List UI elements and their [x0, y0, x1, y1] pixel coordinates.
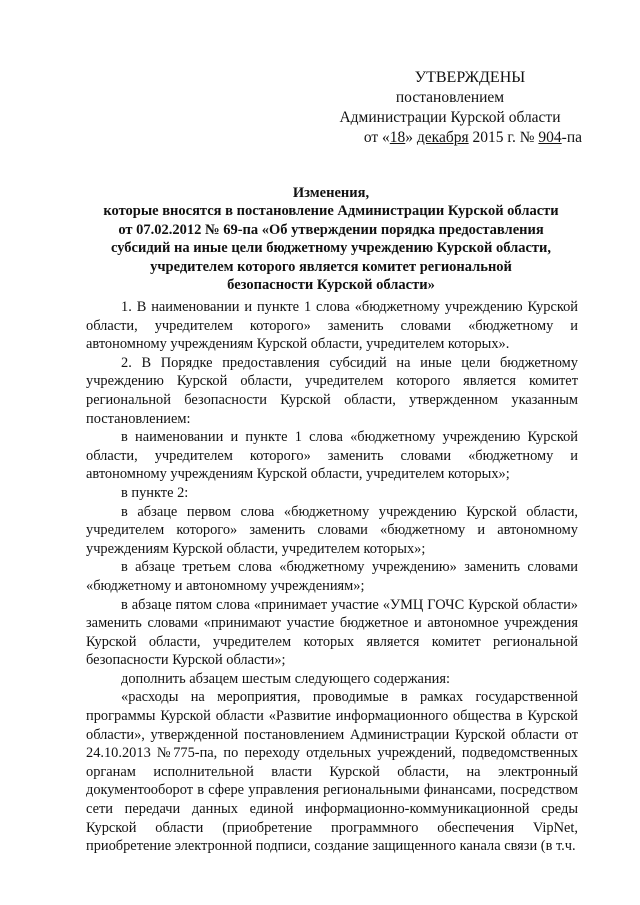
decree-number: 904	[538, 129, 562, 146]
by-decree-text: постановлением	[395, 89, 505, 106]
paragraph: «расходы на мероприятия, проводимые в рамках государственной программы Курской области «Развитие информационного общества в Курской области», утвержденной постановлением Администрации Курской области от 24.10.2013 №775-па, по переходу отдельных учреждений, подведомственных органам исполнительной власти Курской области, на электронный документооборот в сфере управления региональными финансами, посредством сети передачи данных единой информационно-коммуникационной среды Курской области (приобретение программного обеспечения VipNet, приобретение электронной подписи, создание защищенного канала связи (в т.ч.	[86, 689, 578, 855]
paragraph: в наименовании и пункте 1 слова «бюджетному учреждению Курской области, учредителем которого» заменить словами «бюджетному и автономному учреждениям Курской области, учредителем которых»;	[86, 429, 578, 483]
approved-heading: УТВЕРЖДЕНЫ	[414, 69, 526, 86]
title-line: учредителем которого является комитет региональной	[150, 258, 512, 275]
document-body	[86, 298, 578, 856]
paragraph: в абзаце первом слова «бюджетному учреждению Курской области, учредителем которого» заменить словами «бюджетному и автономному учреждениям Курской области, учредителем которых»;	[86, 503, 578, 557]
paragraph: 2. В Порядке предоставления субсидий на иные цели бюджетному учреждению Курской области, учредителем которого является комитет региональной безопасности Курской области, утвержденном указанным постановлением:	[86, 354, 578, 427]
decree-number-suffix: -па	[561, 129, 582, 146]
document-title	[86, 184, 576, 294]
decree-year: 2015 г. №	[472, 129, 535, 146]
date-quote-close: »	[405, 129, 414, 146]
paragraph: в абзаце пятом слова «принимает участие «УМЦ ГОЧС Курской области» заменить словами «принимают участие бюджетное и автономное учреждения Курской области, учредителем которых является комитет региональной безопасности Курской области»;	[86, 596, 578, 669]
paragraph: 1. В наименовании и пункте 1 слова «бюджетному учреждению Курской области, учредителем которого» заменить словами «бюджетному и автономному учреждениям Курской области, учредителем которых».	[86, 299, 578, 353]
decree-day: 18	[389, 129, 406, 146]
title-line: от 07.02.2012 № 69-па «Об утверждении порядка предоставления	[118, 221, 544, 238]
decree-date-line	[300, 128, 600, 148]
paragraph: дополнить абзацем шестым следующего содержания:	[121, 670, 450, 687]
title-line: субсидий на иные цели бюджетному учреждению Курской области,	[110, 240, 552, 257]
date-prefix: от «	[363, 129, 390, 146]
title-line: которые вносятся в постановление Администрации Курской области	[103, 203, 559, 220]
decree-month: декабря	[416, 129, 469, 146]
title-line: безопасности Курской области»	[227, 277, 435, 294]
title-line: Изменения,	[292, 185, 370, 201]
paragraph: в пункте 2:	[121, 484, 189, 501]
approval-stamp	[300, 68, 600, 148]
paragraph: в абзаце третьем слова «бюджетному учреждению» заменить словами «бюджетному и автономному учреждениям»;	[86, 559, 578, 594]
administration-text: Администрации Курской области	[339, 109, 561, 126]
